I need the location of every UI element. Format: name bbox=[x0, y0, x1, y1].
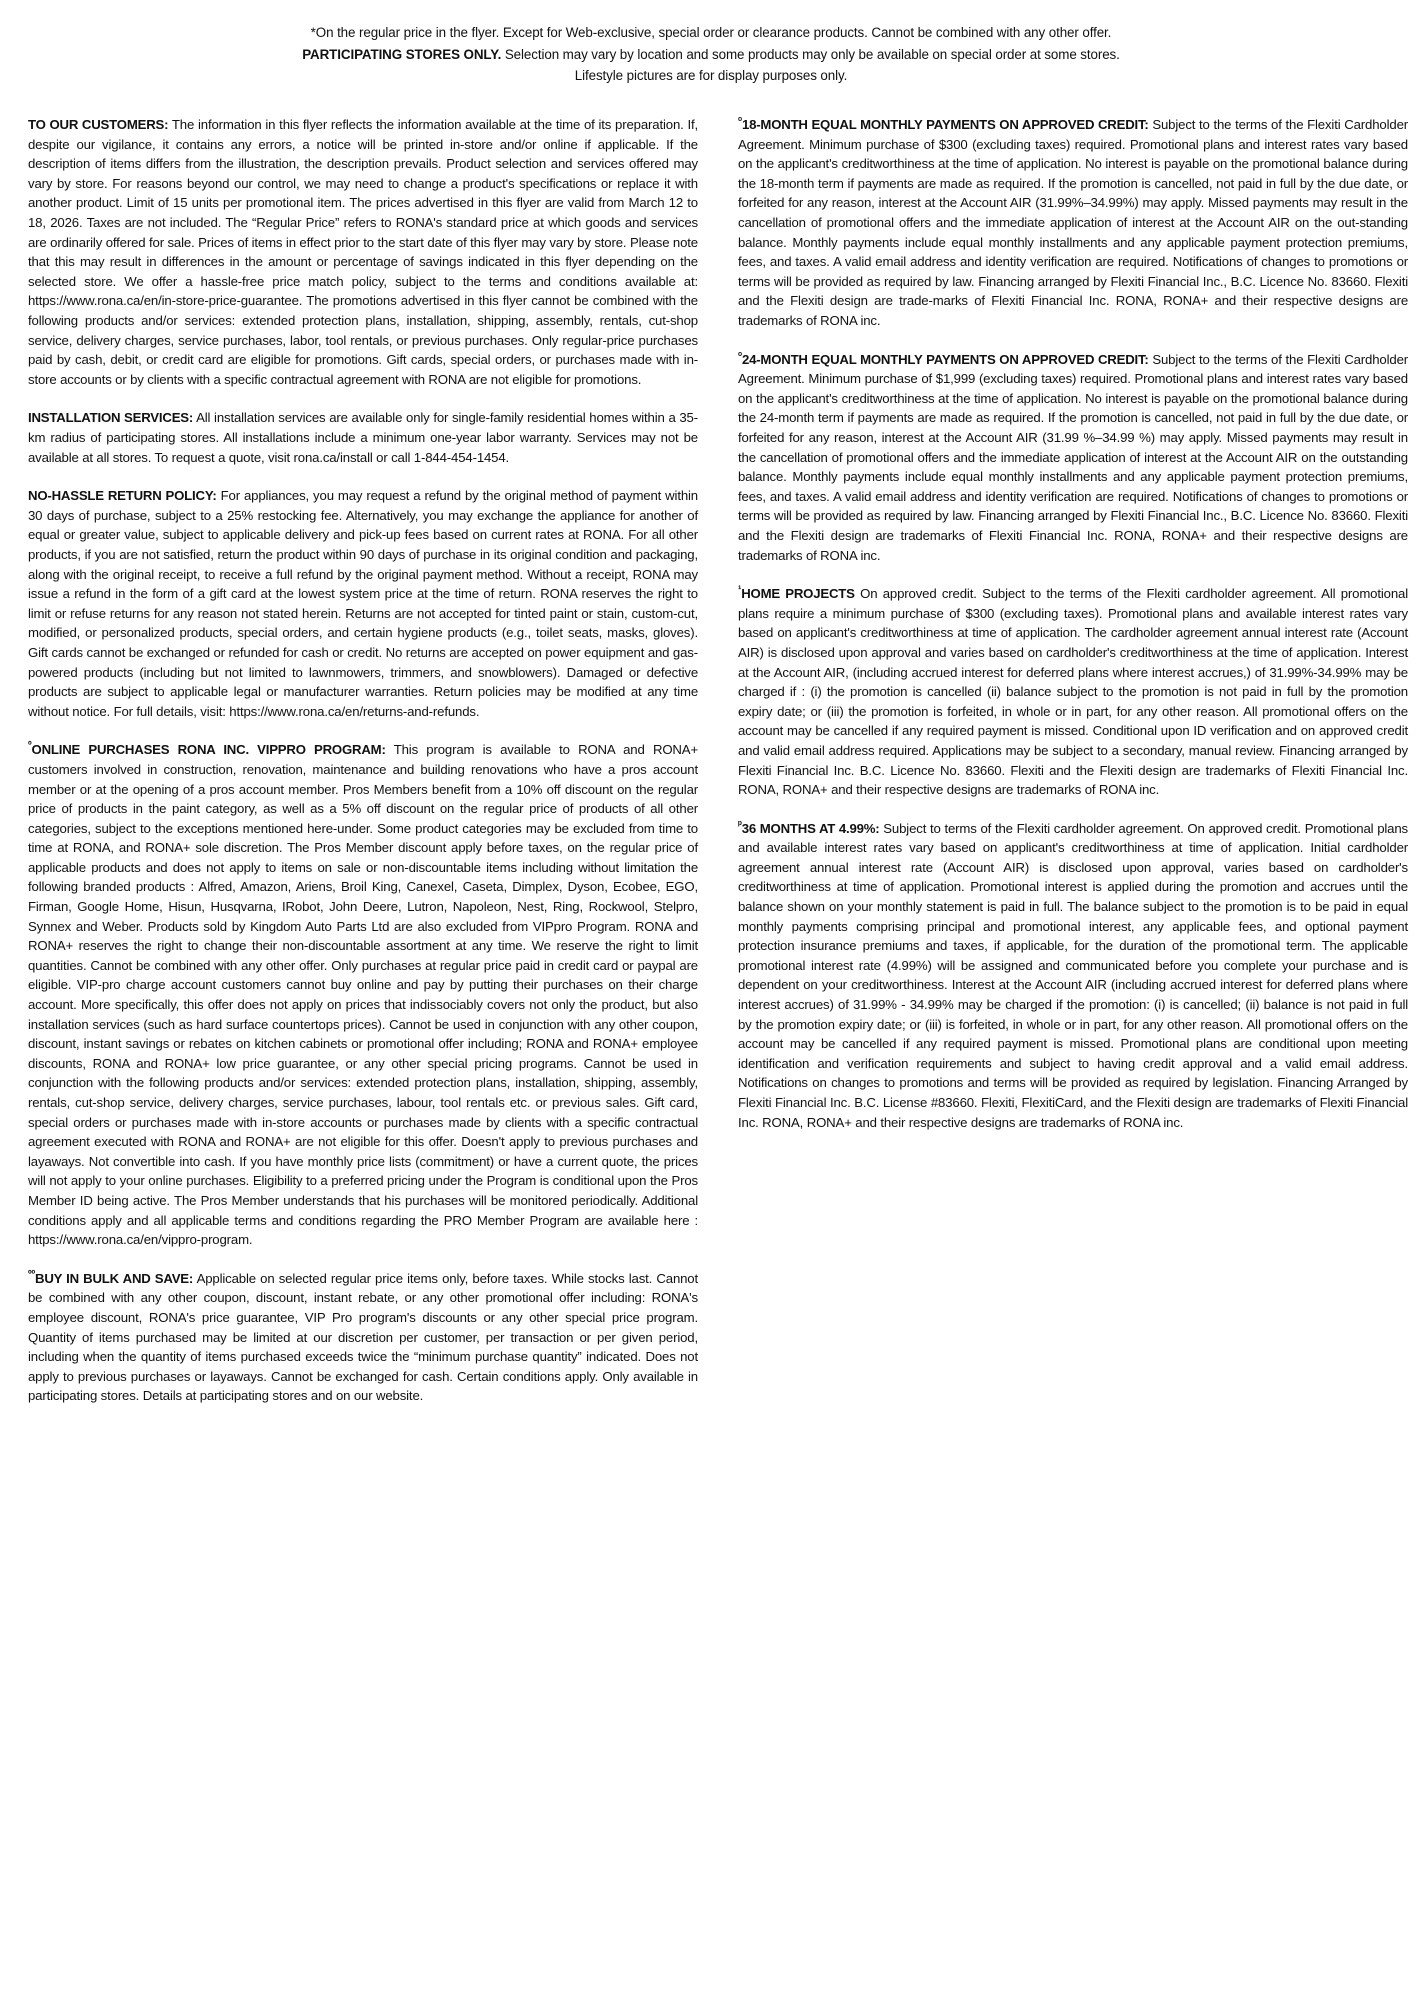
section-online-purchases-vippro bbox=[28, 740, 698, 1249]
section-heading: 24-MONTH EQUAL MONTHLY PAYMENTS ON APPROVED CREDIT: bbox=[741, 351, 1149, 367]
top-disclaimer bbox=[201, 18, 1221, 87]
section-heading: ONLINE PURCHASES RONA INC. VIPPRO PROGRAM: bbox=[31, 742, 386, 758]
section-heading: 36 MONTHS AT 4.99%: bbox=[741, 820, 880, 836]
participating-stores-bold: PARTICIPATING STORES ONLY. bbox=[302, 46, 502, 62]
section-buy-in-bulk-and-save bbox=[28, 1269, 698, 1406]
section-heading: 18-MONTH EQUAL MONTHLY PAYMENTS ON APPROVED CREDIT: bbox=[741, 117, 1149, 133]
section-marker: ¹ bbox=[738, 584, 742, 596]
section-body: All installation services are available only for single-family residential homes within a 35-km radius of participating stores. All installations include a minimum one-year labor warranty. Services may not be available at all stores. To request a quote, visit rona.ca/install or call 1-844-454-1454. bbox=[28, 410, 698, 465]
right-column bbox=[738, 115, 1408, 1132]
section-to-our-customers bbox=[28, 115, 698, 389]
section-body: The information in this flyer reflects the information available at the time of its preparation. If, despite our vigilance, it contains any errors, a notice will be printed in-store and/or online if applicable. If the description of items differs from the illustration, the description prevails. Product selection and services offered may vary by store. For reasons beyond our control, we may need to change a product's specifications or replace it with another product. Limit of 15 units per promotional item. The prices advertised in this flyer are valid from March 12 to 18, 2026. Taxes are not included. The “Regular Price” refers to RONA's standard price at which goods and services are ordinarily offered for sale. Prices of items in effect prior to the start date of this flyer may vary by store. Please note that this may result in differences in the amount or percentage of savings indicated in this flyer depending on the selected store. We offer a hassle-free price match policy, subject to the terms and conditions available at: https://www.rona.ca/en/in-store-price-guarantee. The promotions advertised in this flyer cannot be combined with the following products and/or services: extended protection plans, installation, shipping, assembly, rentals, cut-shop service, delivery charges, service purchases, labor, tool rentals, or previous purchases. Only regular-price purchases paid by cash, debit, or credit card are eligible for promotions. Gift cards, special orders, or purchases made with in-store accounts or by clients with a specific contractual agreement with RONA are not eligible for promotions. bbox=[28, 117, 698, 387]
section-marker: ᵖ bbox=[738, 819, 742, 831]
disclaimer-line-1: *On the regular price in the flyer. Except for Web-exclusive, special order or clearance products. Cannot be combined with any other offer. bbox=[310, 25, 1112, 40]
section-heading: BUY IN BULK AND SAVE: bbox=[35, 1270, 194, 1286]
section-marker: ºº bbox=[28, 1269, 36, 1281]
section-24-month-equal-monthly-payments bbox=[738, 350, 1408, 566]
section-no-hassle-return-policy bbox=[28, 486, 698, 721]
section-heading: HOME PROJECTS bbox=[741, 586, 855, 602]
section-body: Subject to the terms of the Flexiti Cardholder Agreement. Minimum purchase of $1,999 (excluding taxes) required. Promotional plans and interest rates vary based on the applicant's creditworthiness at the time of application. No interest is payable on the promotional balance during the 24-month term if payments are made as required. If the promotion is cancelled, not paid in full by the due date, or forfeited for any reason, interest at the Account AIR (31.99 %–34.99 %) may apply. Missed payments may result in the cancellation of promotional offers and the immediate application of interest at the Account AIR on the outstanding balance. Monthly payments include equal monthly installments and any applicable payment protection premiums, fees, and taxes. A valid email address and identity verification are required. Notifications of changes to promotions or terms will be provided as required by law. Financing arranged by Flexiti Financial Inc., B.C. Licence No. 83660. Flexiti and the Flexiti design are trademarks of Flexiti Financial Inc. RONA, RONA+ and their respective designs are trademarks of RONA inc. bbox=[738, 351, 1408, 563]
section-home-projects bbox=[738, 584, 1408, 800]
participating-stores-rest: Selection may vary by location and some products may only be available on special order at some stores. bbox=[501, 46, 1120, 62]
left-column bbox=[28, 115, 698, 1406]
section-body: Subject to the terms of the Flexiti Cardholder Agreement. Minimum purchase of $300 (excluding taxes) required. Promotional plans and interest rates vary based on the applicant's creditworthiness at the time of application. No interest is payable on the promotional balance during the 18-month term if payments are made as required. If the promotion is cancelled, not paid in full by the due date, or forfeited for any reason, interest at the Account AIR (31.99%–34.99%) may apply. Missed payments may result in the cancellation of promotional offers and the immediate application of interest at the Account AIR on the out-standing balance. Monthly payments include equal monthly installments and any applicable payment protection premiums, fees, and taxes. A valid email address and identity verification are required. Notifications of changes to promotions or terms will be provided as required by law. Financing arranged by Flexiti Financial Inc., B.C. Licence No. 83660. Flexiti and the Flexiti design are trade-marks of Flexiti Financial Inc. RONA, RONA+ and their respective designs are trademarks of RONA inc. bbox=[738, 117, 1408, 329]
section-marker: ᵒ bbox=[738, 350, 742, 362]
legal-columns bbox=[28, 115, 1408, 1406]
section-18-month-equal-monthly-payments bbox=[738, 115, 1408, 331]
section-body: Applicable on selected regular price items only, before taxes. While stocks last. Cannot be combined with any other coupon, discount, instant rebate, or any other promotional offer including: RONA's employee discount, RONA's price guarantee, VIP Pro program's discounts or any other special price program. Quantity of items purchased may be limited at our discretion per customer, per transaction or per given period, including when the quantity of items purchased exceeds twice the “minimum purchase quantity” indicated. Does not apply to previous purchases or layaways. Cannot be exchanged for cash. Certain conditions apply. Only available in participating stores. Details at participating stores and on our website. bbox=[28, 1270, 699, 1404]
section-body: On approved credit. Subject to the terms of the Flexiti cardholder agreement. All promotional plans require a minimum purchase of $300 (excluding taxes). Promotional plans and available interest rates vary based on applicant's creditworthiness at time of application. The cardholder agreement annual interest rate (Account AIR) is disclosed upon approval and varies based on cardholder's creditworthiness at the time of application. Interest at the Account AIR, (including accrued interest for deferred plans where interest accrues,) of 31.99%-34.99% may be charged if : (i) the promotion is cancelled (ii) balance subject to the promotion is not paid in full by the promotion expiry date; or (iii) the promotion is forfeited, in whole or in part, for any other reason. All promotional offers on the account may be cancelled if any required payment is missed. Conditional upon ID verification and on approved credit and valid email address required. Applications may be subject to a secondary, manual review. Financing arranged by Flexiti Financial Inc. B.C. Licence No. 83660. Flexiti and the Flexiti design are trademarks of Flexiti Financial Inc. RONA, RONA+ and their respective designs are trademarks of RONA inc. bbox=[738, 586, 1408, 798]
section-heading: NO-HASSLE RETURN POLICY: bbox=[28, 488, 217, 504]
section-36-months-at-4-99 bbox=[738, 819, 1408, 1133]
section-heading: TO OUR CUSTOMERS: bbox=[28, 117, 169, 133]
section-body: Subject to terms of the Flexiti cardholder agreement. On approved credit. Promotional plans and available interest rates vary based on applicant's creditworthiness at time of application. Initial cardholder agreement annual interest rate (Account AIR) is disclosed upon approval, varies based on cardholder's creditworthiness at time of application. Promotional interest is applied during the promotion and accrues until the balance shown on your monthly statement is paid in full. The balance subject to the promotion is to be paid in equal monthly payments comprising principal and promotional interest, any applicable fees, and optional payment protection insurance premiums and taxes, if applicable, for the duration of the promotional term. The applicable promotional interest rate (4.99%) will be assigned and communicated before you complete your purchase and is dependent on your creditworthiness. Interest at the Account AIR (including accrued interest for deferred plans where interest accrues) of 31.99% - 34.99% may be charged if the promotion: (i) is cancelled; (ii) balance is not paid in full by the promotion expiry date; or (iii) is forfeited, in whole or in part, for any other reason. All promotional offers on the account may be cancelled if any required payment is missed. Promotional plans are conditional upon meeting identification and verification requirements and subject to having credit approval and a valid email address. Notifications on changes to promotions and terms will be provided as required by legislation. Financing Arranged by Flexiti Financial Inc. B.C. License #83660. Flexiti, FlexitiCard, and the Flexiti design are trademarks of Flexiti Financial Inc. RONA, RONA+ and their respective designs are trademarks of RONA inc. bbox=[738, 820, 1408, 1130]
section-marker: ᵒ bbox=[738, 115, 742, 127]
section-body: For appliances, you may request a refund by the original method of payment within 30 days of purchase, subject to a 25% restocking fee. Alternatively, you may exchange the appliance for another of equal or greater value, subject to applicable delivery and pick-up fees based on current rates at RONA. For all other products, if you are not satisfied, return the product within 90 days of purchase in its original condition and packaging, along with the original receipt, to receive a full refund by the original payment method. Without a receipt, RONA may issue a refund in the form of a gift card at the lowest system price at the time of return. RONA reserves the right to limit or refuse returns for any reason not stated herein. Returns are not accepted for tinted paint or stain, custom-cut, modified, or personalized products, special orders, and certain hygiene products (e.g., toilet seats, masks, gloves). Gift cards cannot be exchanged or refunded for cash or credit. No returns are accepted on power equipment and gas-powered products (including but not limited to lawnmowers, trimmers, and snowblowers). Damaged or defective products are subject to applicable legal or manufacturer warranties. Return policies may be modified at any time without notice. For full details, visit: https://www.rona.ca/en/returns-and-refunds. bbox=[28, 488, 698, 719]
disclaimer-line-2 bbox=[201, 44, 1221, 66]
disclaimer-line-3: Lifestyle pictures are for display purposes only. bbox=[574, 68, 848, 84]
section-installation-services bbox=[28, 408, 698, 467]
section-body: This program is available to RONA and RONA+ customers involved in construction, renovation, maintenance and building renovations who have a pros account member or at the opening of a pros account member. Pros Members benefit from a 10% off discount on the regular price of products in the paint category, as well as a 5% off discount on the regular price of products of all other categories, subject to the exceptions mentioned here-under. Some product categories may be excluded from time to time at RONA, and RONA+ sole discretion. The Pros Member discount apply before taxes, on the regular price of applicable products and does not apply to items on sale or non-discountable items including without limitation the following branded products : Alfred, Amazon, Ariens, Broil King, Canexel, Caseta, Dimplex, Dyson, Ecobee, EGO, Firman, Google Home, Hisun, Husqvarna, IRobot, John Deere, Lutron, Napoleon, Nest, Ring, Rockwool, Stelpro, Synnex and Weber. Products sold by Kingdom Auto Parts Ltd are also excluded from VIPpro Program. RONA and RONA+ reserves the right to change their non-discountable assortment at any time. We reserve the right to limit quantities. Cannot be combined with any other offer. Only purchases at regular price paid in credit card or paypal are eligible. VIP-pro charge account customers cannot buy online and pay by putting their purchases on their charge account. More specifically, this offer does not apply on prices that indissociably covers not only the product, but also installation services (such as hard surface countertops prices). Cannot be used in conjunction with any other coupon, discount, instant savings or rebates on kitchen cabinets or promotional offer including; RONA and RONA+ employee discounts, RONA and RONA+ low price guarantee, or any other special pricing programs. Cannot be used in conjunction with the following products and/or services: extended protection plans, installation, shipping, assembly, rentals, cut-shop service, delivery charges, service purchases, labour, tool rentals etc. or previous sales. Gift card, special orders or purchases made with in-store accounts or purchases made by clients with a specific contractual agreement executed with RONA and RONA+ are not eligible for this offer. Doesn't apply to previous purchases and layaways. Not convertible into cash. If you have monthly price lists (commitment) or have a current quote, the prices will not apply to your online purchases. Eligibility to a preferred pricing under the Program is conditional upon the Pros Member ID being active. The Pros Member understands that his purchases will be monitored periodically. Additional conditions apply and all applicable terms and conditions regarding the PRO Member Program are available here : https://www.rona.ca/en/vippro-program. bbox=[28, 742, 698, 1248]
section-heading: INSTALLATION SERVICES: bbox=[28, 410, 194, 426]
section-marker: º bbox=[28, 740, 32, 752]
